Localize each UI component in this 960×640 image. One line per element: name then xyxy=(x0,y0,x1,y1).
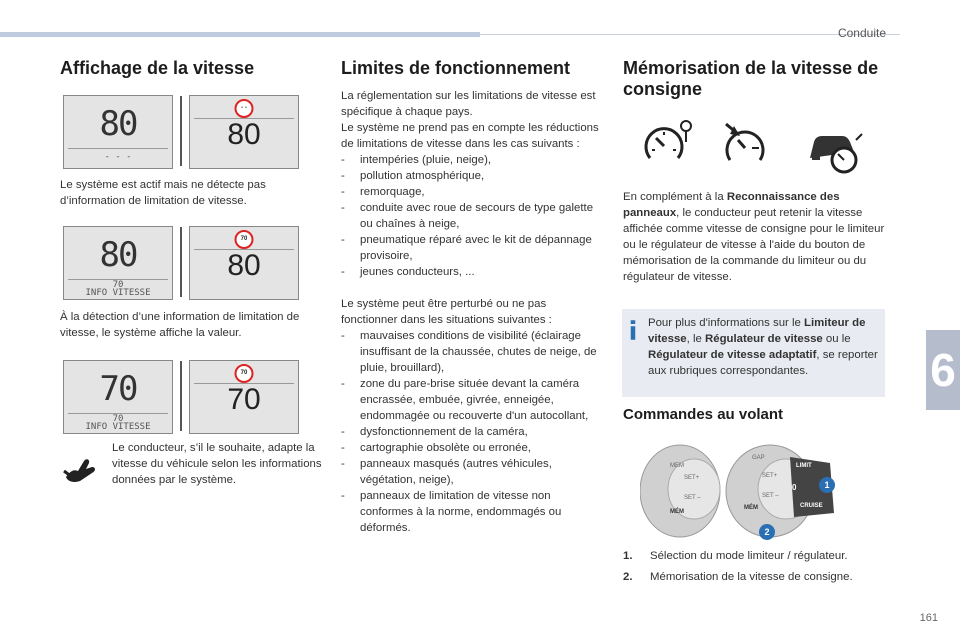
sign-display-3 xyxy=(189,360,299,434)
paragraph: Le système peut être perturbé ou ne pas fonctionner dans les situations suivantes : xyxy=(341,298,552,326)
cluster-display-3 xyxy=(63,360,173,434)
limits-text xyxy=(341,88,603,536)
caption-3: Le conducteur, s’il le souhaite, adapte la vitesse du véhicule selon les informations données par le système. xyxy=(112,442,322,486)
separator xyxy=(180,361,182,431)
list-item: - conduite avec roue de secours de type galette ou chaînes à neige, xyxy=(341,202,594,230)
display-speed: 80 xyxy=(99,104,137,144)
list-item: - jeunes conducteurs, ... xyxy=(341,266,475,278)
list-item: - intempéries (pluie, neige), xyxy=(341,154,492,166)
list-item: - pneumatique réparé avec le kit de dépannage provisoire, xyxy=(341,234,592,262)
speedometer-cruise-icon xyxy=(722,122,774,164)
list-item: - cartographie obsolète ou erronée, xyxy=(341,442,531,454)
steering-controls-illustration xyxy=(640,443,870,541)
info-box xyxy=(622,309,885,397)
speed-sign-icon: - - xyxy=(235,99,254,118)
sign-speed: 70 xyxy=(227,383,261,416)
display-sub: - - - xyxy=(104,152,132,162)
stalk1-set-plus: SET+ xyxy=(684,475,700,481)
caption-1: Le système est actif mais ne détecte pas d’information de limitation de vitesse. xyxy=(60,179,266,207)
page-number: 161 xyxy=(919,612,938,624)
list-item: - zone du pare-brise située devant la caméra encrassée, embuée, givrée, enneigée, endommagée ou recouverte d'un autocollant, xyxy=(341,378,589,422)
car-cruise-icon xyxy=(806,128,866,174)
stalk1-mem: MEM xyxy=(670,463,684,469)
sign-display-2 xyxy=(189,226,299,300)
legend-item: 2. Mémorisation de la vitesse de consigne. xyxy=(623,571,853,583)
display-sub-label: INFO VITESSE xyxy=(85,288,151,298)
speed-sign-icon: 70 xyxy=(235,230,254,249)
stalk2-cruise: CRUISE xyxy=(800,503,823,509)
section-title-limits: Limites de fonctionnement xyxy=(341,58,571,78)
display-speed: 70 xyxy=(99,369,137,409)
speedometer-limiter-icon xyxy=(642,118,694,164)
separator xyxy=(180,227,182,297)
speed-sign-icon: 70 xyxy=(235,364,254,383)
stalk2-mem: MÉM xyxy=(744,505,758,511)
stalk2-set-minus: SET – xyxy=(762,493,779,499)
header-bar xyxy=(0,32,480,37)
callout-badge-1: 1 xyxy=(819,477,835,493)
display-speed: 80 xyxy=(99,235,137,275)
stalk2-limit: LIMIT xyxy=(796,463,812,469)
sign-speed: 80 xyxy=(227,249,261,282)
separator xyxy=(180,96,182,166)
memorisation-text: En complément à la Reconnaissance des panneaux, le conducteur peut retenir la vitesse affichée comme vitesse de consigne pour le limiteur ou le régulateur de vitesse à l'aide du bouton de mémorisation de la commande du limiteur ou du régulateur de vitesse. xyxy=(623,191,885,283)
section-title-memorisation: Mémorisation de la vitesse de consigne xyxy=(623,58,879,99)
display-sub-value: 70 xyxy=(112,280,124,290)
cluster-display-2 xyxy=(63,226,173,300)
cluster-display-1 xyxy=(63,95,173,169)
hand-steering-icon xyxy=(62,447,100,485)
list-item: - panneaux masqués (autres véhicules, végétation, neige), xyxy=(341,458,552,486)
paragraph: Le système ne prend pas en compte les réductions de limitations de vitesse dans les cas suivants : xyxy=(341,122,599,150)
caption-2: À la détection d’une information de limitation de vitesse, le système affiche la valeur. xyxy=(60,311,300,339)
stalk1-set-minus: SET – xyxy=(684,495,701,501)
sign-speed: 80 xyxy=(227,118,261,151)
list-item: - mauvaises conditions de visibilité (éclairage insuffisant de la chaussée, chutes de neige, de pluie, brouillard), xyxy=(341,330,597,374)
stalk2-gap: GAP xyxy=(752,455,765,461)
legend xyxy=(623,548,888,585)
list-item: - remorquage, xyxy=(341,186,425,198)
section-title-speed-display: Affichage de la vitesse xyxy=(60,58,255,78)
display-sub-value: 70 xyxy=(112,414,124,424)
subtitle-steering-controls: Commandes au volant xyxy=(623,406,784,423)
stalk2-zero: 0 xyxy=(792,483,797,492)
chapter-tab: 6 xyxy=(926,330,960,410)
list-item: - panneaux de limitation de vitesse non conformes à la norme, endommagés ou déformés. xyxy=(341,490,562,534)
info-icon xyxy=(630,317,636,343)
chapter-title: Conduite xyxy=(837,26,886,40)
legend-item: 1. Sélection du mode limiteur / régulateur. xyxy=(623,550,848,562)
list-item: - pollution atmosphérique, xyxy=(341,170,485,182)
info-text: Pour plus d'informations sur le Limiteur de vitesse, le Régulateur de vitesse ou le Régulateur de vitesse adaptatif, se reporter aux rubriques correspondantes. xyxy=(648,317,878,377)
sign-display-1 xyxy=(189,95,299,169)
callout-badge-2: 2 xyxy=(759,524,775,540)
divider xyxy=(68,148,168,149)
stalk1-mem2: MÉM xyxy=(670,509,684,515)
paragraph: La réglementation sur les limitations de vitesse est spécifique à chaque pays. xyxy=(341,90,596,118)
display-sub-label: INFO VITESSE xyxy=(85,422,151,432)
list-item: - dysfonctionnement de la caméra, xyxy=(341,426,528,438)
stalk2-set-plus: SET+ xyxy=(762,473,778,479)
